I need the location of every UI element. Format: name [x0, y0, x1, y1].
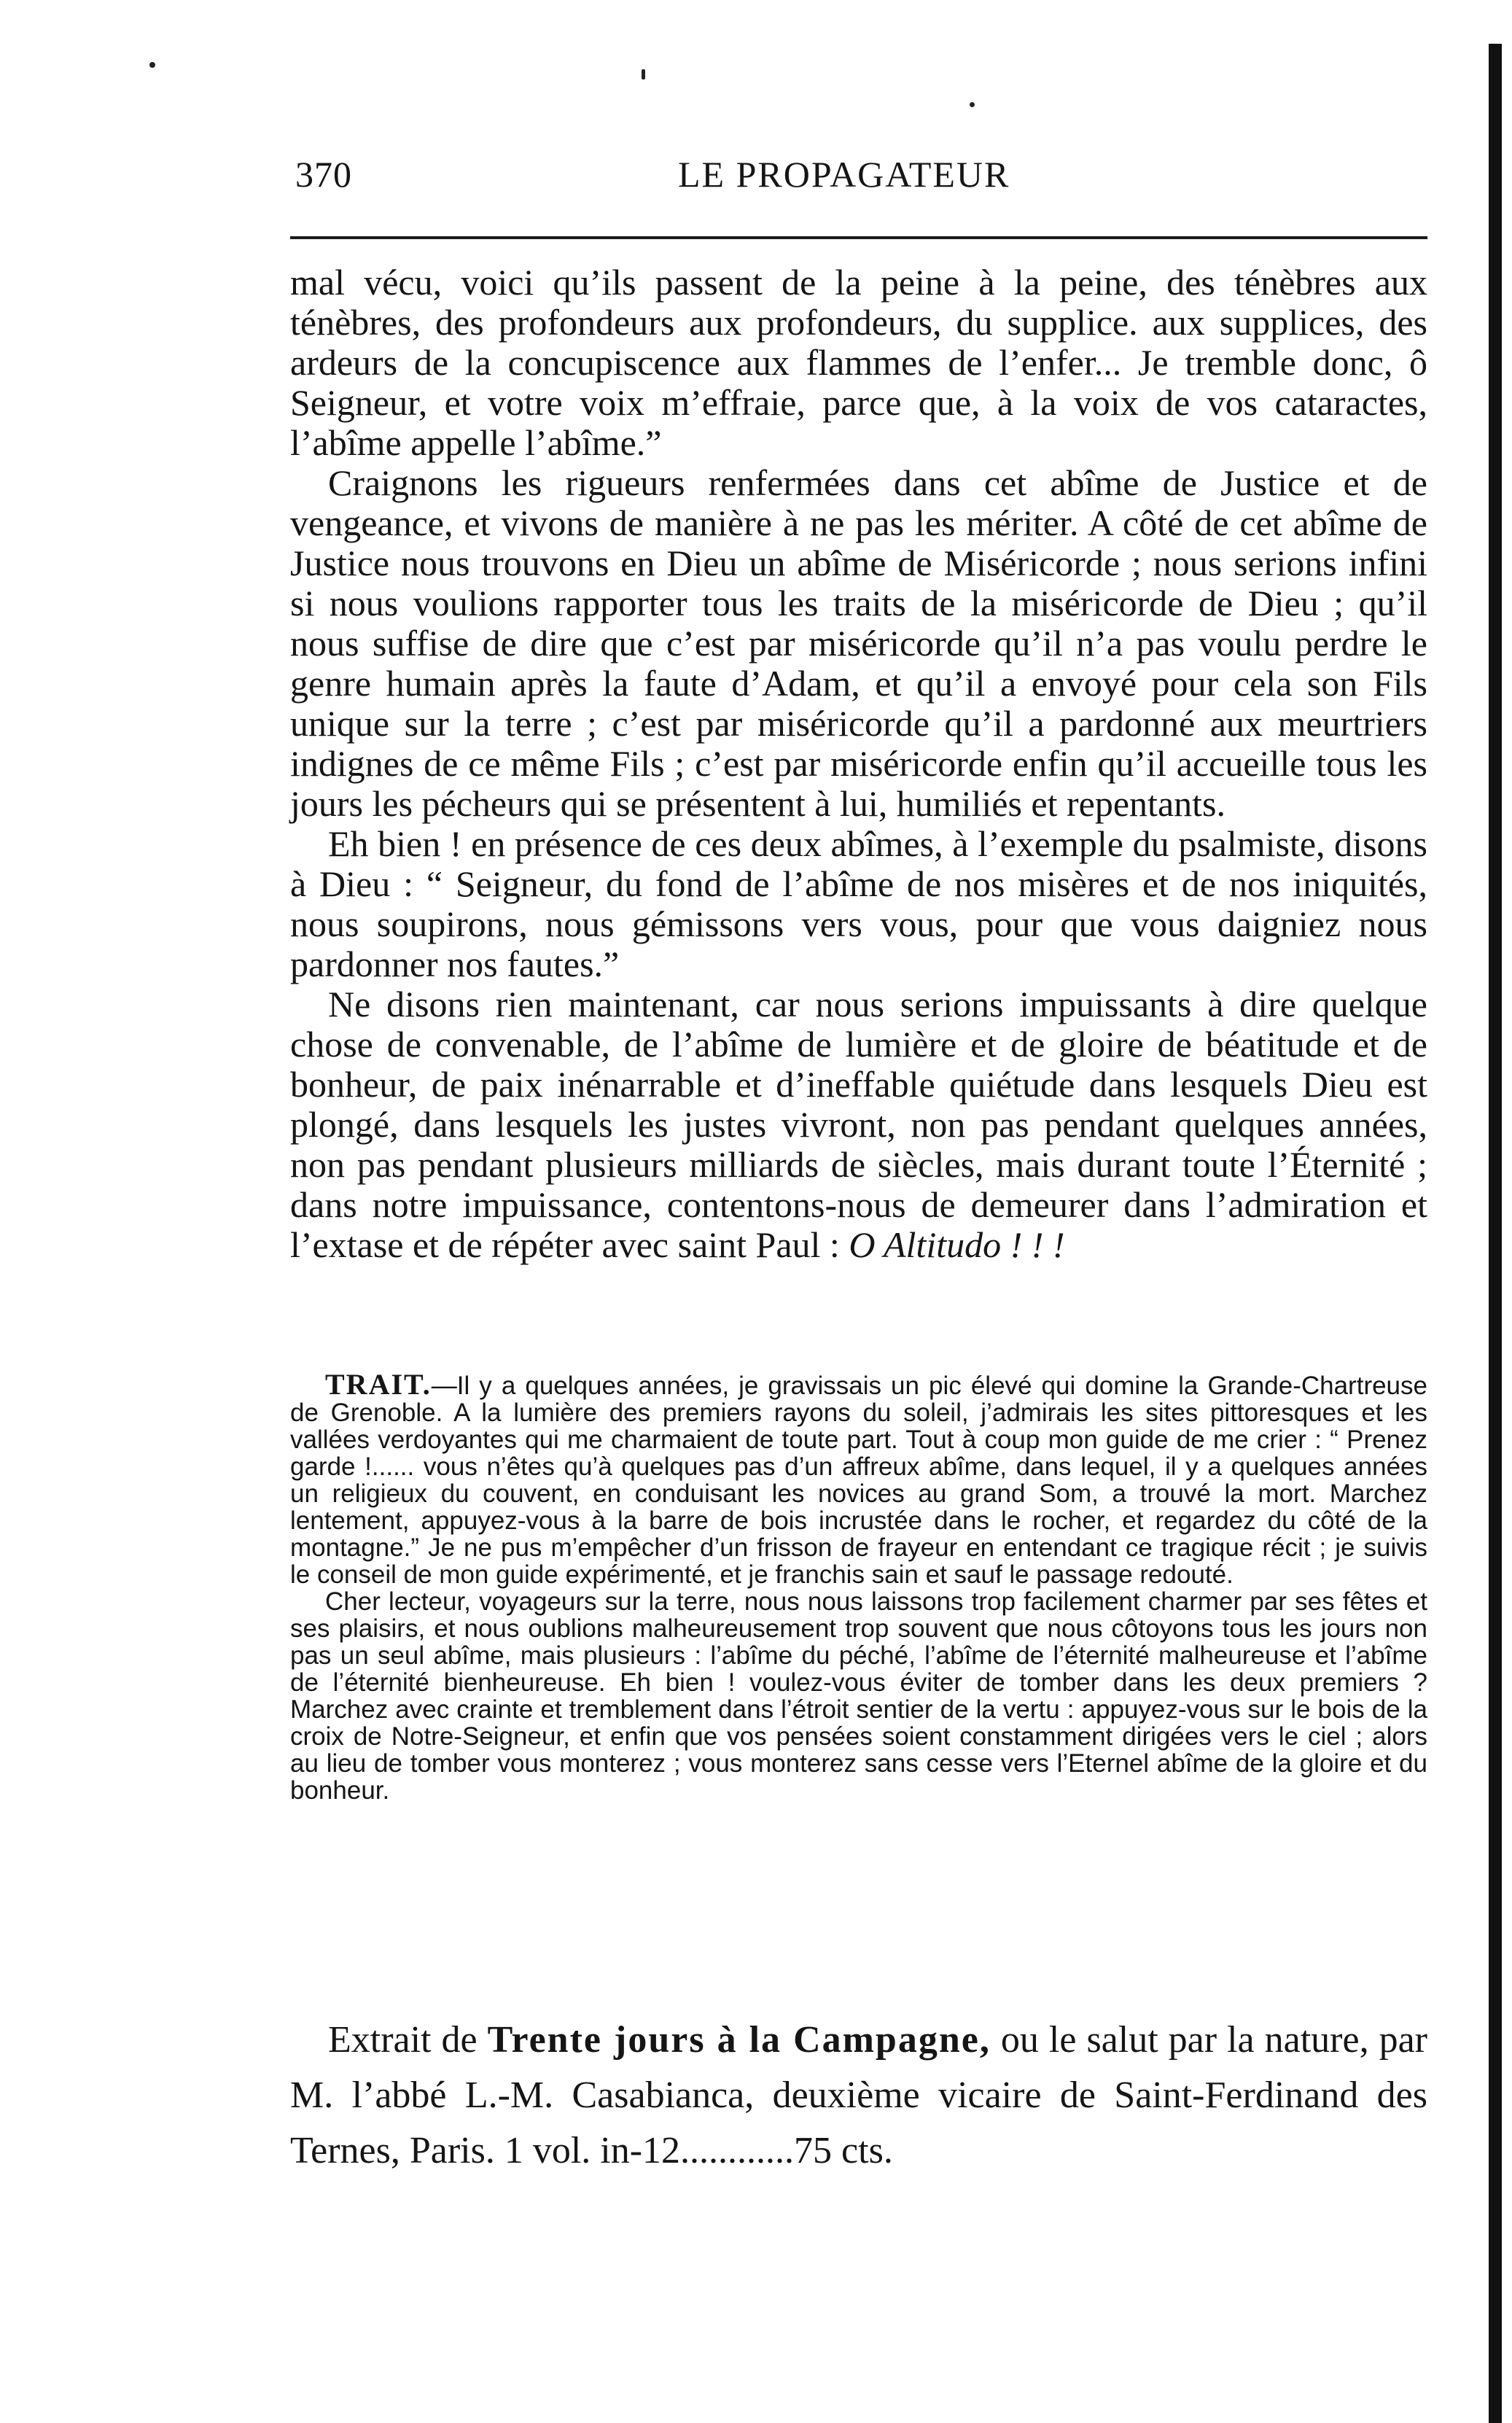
paragraph: Eh bien ! en présence de ces deux abîmes, à l’exemple du psalmiste, disons à Dieu : “ Seigneur, du fond de l’abîme de nos misères et de nos iniquités, nous soupirons, nous gémissons vers vous, pour que vous daigniez nous pardonner nos fautes.”: [290, 823, 1427, 984]
main-body-text: [290, 262, 1427, 1265]
book-advert: [290, 2012, 1427, 2179]
paragraph: mal vécu, voici qu’ils passent de la peine à la peine, des ténèbres aux ténèbres, des profondeurs aux profondeurs, du supplice. aux supplices, des ardeurs de la concupiscence aux flammes de l’enfer... Je tremble donc, ô Seigneur, et votre voix m’effraie, parce que, à la voix de vos cataractes, l’abîme appelle l’abîme.”: [290, 262, 1427, 463]
latin-exclamation: O Altitudo ! ! !: [849, 1224, 1065, 1265]
header-rule: [290, 236, 1427, 239]
paragraph: [290, 984, 1427, 1265]
advert-prefix: Extrait de: [328, 2019, 488, 2061]
book-title: Trente jours à la Campagne,: [487, 2019, 991, 2061]
trait-text: —Il y a quelques années, je gravissais un pic élevé qui domine la Grande-Chartreuse de Grenoble. A la lumière des premiers rayons du soleil, j’admirais les sites pittoresques et les vallées verdoyantes qui me charmaient de toute part. Tout à coup mon guide de me crier : “ Prenez garde !...... vous n’êtes qu’à quelques pas d’un affreux abîme, dans lequel, il y a quelques années un religieux du couvent, en conduisant les novices au grand Som, a trouvé la mort. Marchez lentement, appuyez-vous à la barre de bois incrustée dans le rocher, et regardez du côté de la montagne.” Je ne pus m’empêcher d’un frisson de frayeur en entendant ce tragique récit ; je suivis le conseil de mon guide expérimenté, et je franchis sain et sauf le passage redouté.: [290, 1372, 1427, 1589]
advert-text: ou le salut par la nature, par M. l’abbé L.-M. Casabianca, deuxième vicaire de Saint-Ferdinand des Ternes, Paris. 1 vol. in-12............75 cts.: [290, 2019, 1427, 2171]
page-header: [295, 153, 1425, 204]
paragraph-text: Ne disons rien maintenant, car nous serions impuissants à dire quelque chose de convenable, de l’abîme de lumière et de gloire de béatitude et de bonheur, de paix inénarrable et d’ineffable quiétude dans lesquels Dieu est plongé, dans lesquels les justes vivront, non pas pendant quelques années, non pas pendant plusieurs milliards de siècles, mais durant toute l’Éternité ; dans notre impuissance, contentons-nous de demeurer dans l’admiration et l’extase et de répéter avec saint Paul :: [290, 984, 1427, 1265]
trait-paragraph: [290, 1368, 1427, 1589]
trait-paragraph: Cher lecteur, voyageurs sur la terre, nous nous laissons trop facilement charmer par ses fêtes et ses plaisirs, et nous oublions malheureusement trop souvent que nous côtoyons tous les jours non pas un seul abîme, mais plusieurs : l’abîme du péché, l’abîme de l’éternité malheureuse et l’abîme de l’éternité bienheureuse. Eh bien ! voulez-vous éviter de tomber dans les deux premiers ? Marchez avec crainte et tremblement dans l’étroit sentier de la vertu : appuyez-vous sur le bois de la croix de Notre-Seigneur, et enfin que vos pensées soient constamment dirigées vers le ciel ; alors au lieu de tomber vous monterez ; vous monterez sans cesse vers l’Eternel abîme de la gloire et du bonheur.: [290, 1587, 1427, 1805]
ink-speck: [642, 69, 645, 79]
page-number: 370: [295, 154, 352, 195]
ink-speck: [149, 62, 155, 68]
trait-label: TRAIT.: [325, 1368, 432, 1401]
scan-edge: [1489, 44, 1502, 2423]
paragraph: Craignons les rigueurs renfermées dans cet abîme de Justice et de vengeance, et vivons de manière à ne pas les mériter. A côté de cet abîme de Justice nous trouvons en Dieu un abîme de Miséricorde ; nous serions infini si nous voulions rapporter tous les traits de la miséricorde de Dieu ; qu’il nous suffise de dire que c’est par miséricorde qu’il n’a pas voulu perdre le genre humain après la faute d’Adam, et qu’il a envoyé pour cela son Fils unique sur la terre ; c’est par miséricorde qu’il a pardonné aux meurtriers indignes de ce même Fils ; c’est par miséricorde enfin qu’il accueille tous les jours les pécheurs qui se présentent à lui, humiliés et repentants.: [290, 462, 1427, 824]
running-title: LE PROPAGATEUR: [678, 154, 1010, 195]
ink-speck: [970, 102, 975, 107]
trait-anecdote: [290, 1368, 1427, 1805]
